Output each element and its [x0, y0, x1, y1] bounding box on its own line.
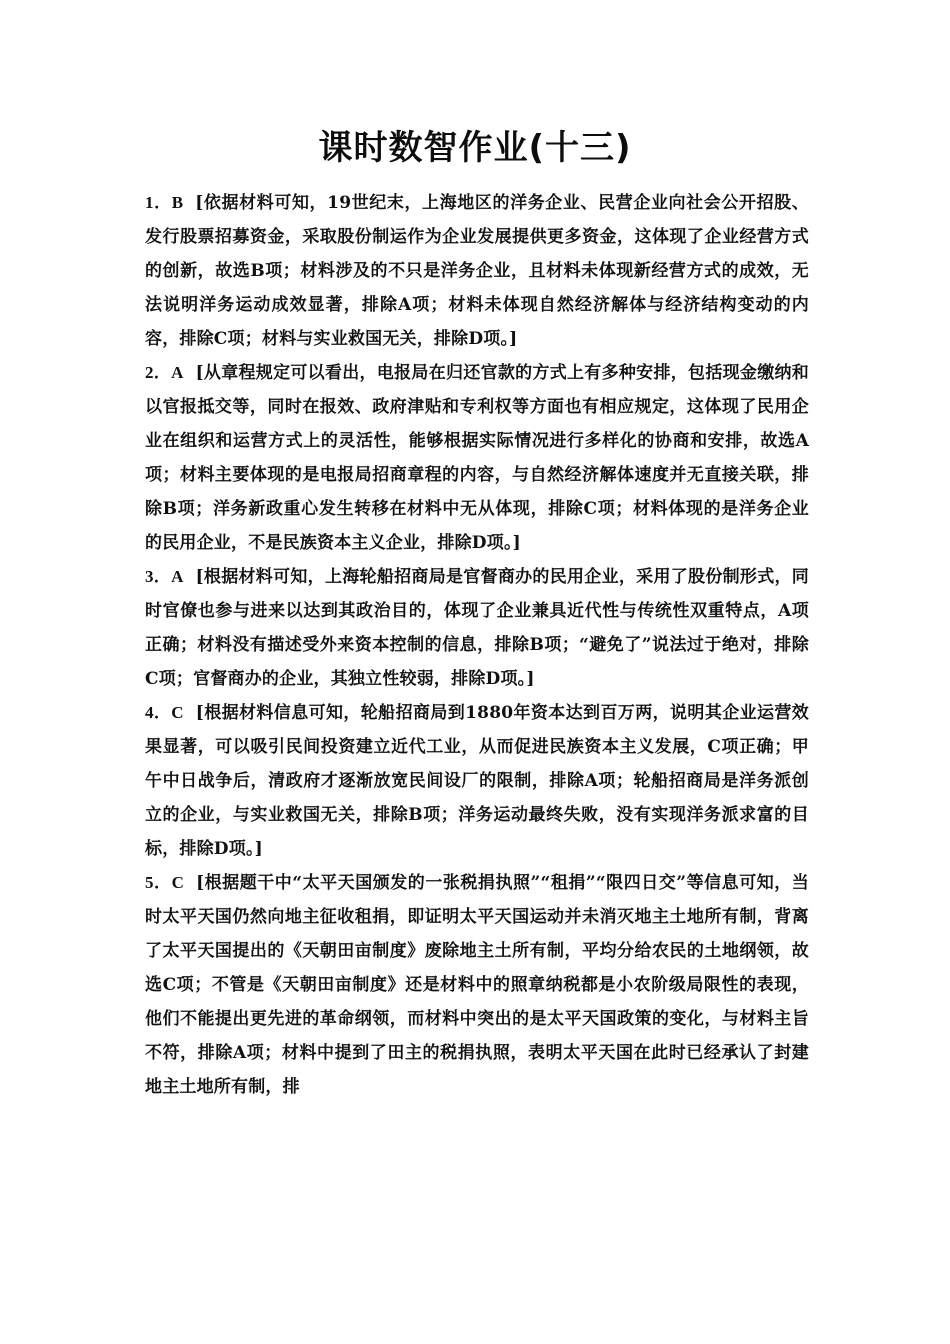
answer-explanation: [根据材料可知，上海轮船招商局是官督商办的民用企业，采用了股份制形式，同时官僚也参与进来以达到其政治目的，体现了企业兼具近代性与传统性双重特点，A项正确；材料没有描述受外来资本控制的信息，排除B项；“避免了”说法过于绝对，排除C项；官督商办的企业，其独立性较弱，排除D项。] — [145, 567, 809, 689]
answer-choice: B — [171, 193, 184, 212]
answer-number: 3． — [145, 567, 172, 586]
answer-item-4 — [145, 696, 809, 866]
answer-explanation: [依据材料可知，19世纪末，上海地区的洋务企业、民营企业向社会公开招股、发行股票招募资金，采取股份制运作为企业发展提供更多资金，这体现了企业经营方式的创新，故选B项；材料涉及的不只是洋务企业，且材料未体现新经营方式的成效，无法说明洋务运动成效显著，排除A项；材料未体现自然经济解体与经济结构变动的内容，排除C项；材料与实业救国无关，排除D项。] — [145, 193, 809, 349]
answer-item-5 — [145, 866, 809, 1104]
answer-number: 5． — [145, 873, 172, 892]
answer-number: 2． — [145, 363, 172, 382]
answer-choice: C — [171, 703, 184, 722]
answer-number: 4． — [145, 703, 172, 722]
page-title: 课时数智作业(十三) — [318, 128, 632, 168]
answer-explanation: [从章程规定可以看出，电报局在归还官款的方式上有多种安排，包括现金缴纳和以官报抵交等，同时在报效、政府津贴和专利权等方面也有相应规定，这体现了民用企业在组织和运营方式上的灵活性，能够根据实际情况进行多样化的协商和安排，故选A项；材料主要体现的是电报局招商章程的内容，与自然经济解体速度并无直接关联，排除B项；洋务新政重心发生转移在材料中无从体现，排除C项；材料体现的是洋务企业的民用企业，不是民族资本主义企业，排除D项。] — [145, 363, 809, 553]
answer-choice: A — [171, 567, 184, 586]
answer-explanation: [根据材料信息可知，轮船招商局到1880年资本达到百万两，说明其企业运营效果显著，可以吸引民间投资建立近代工业，从而促进民族资本主义发展，C项正确；甲午中日战争后，清政府才逐渐放宽民间设厂的限制，排除A项；轮船招商局是洋务派创立的企业，与实业救国无关，排除B项；洋务运动最终失败，没有实现洋务派求富的目标，排除D项。] — [145, 703, 809, 859]
answer-item-3 — [145, 560, 809, 696]
answer-list — [145, 186, 809, 1104]
answer-explanation: [根据题干中“太平天国颁发的一张税捐执照”“租捐”“限四日交”等信息可知，当时太平天国仍然向地主征收租捐，即证明太平天国运动并未消灭地主土地所有制，背离了太平天国提出的《天朝田亩制度》废除地主土所有制，平均分给农民的土地纲领，故选C项；不管是《天朝田亩制度》还是材料中的照章纳税都是小农阶级局限性的表现，他们不能提出更先进的革命纲领，而材料中突出的是太平天国政策的变化，与材料主旨不符，排除A项；材料中提到了田主的税捐执照，表明太平天国在此时已经承认了封建地主土地所有制，排 — [145, 873, 810, 1097]
answer-choice: C — [171, 873, 185, 892]
answer-number: 1． — [145, 193, 172, 212]
answer-item-1 — [145, 186, 809, 356]
answer-item-2 — [145, 356, 809, 560]
answer-choice: A — [171, 363, 184, 382]
